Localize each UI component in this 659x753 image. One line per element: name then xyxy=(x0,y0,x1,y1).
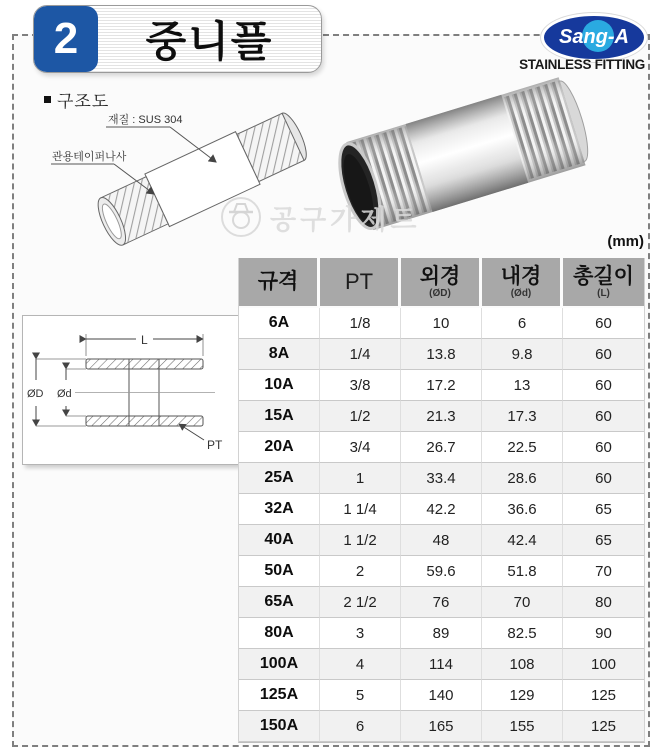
value-cell: 1/8 xyxy=(320,308,401,339)
value-cell: 60 xyxy=(563,401,644,432)
value-cell: 1 1/4 xyxy=(320,494,401,525)
size-cell: 15A xyxy=(239,401,320,432)
material-label: 재질 : SUS 304 xyxy=(108,114,183,126)
size-cell: 25A xyxy=(239,463,320,494)
value-cell: 125 xyxy=(563,711,644,742)
spec-table-header-row xyxy=(239,258,644,308)
column-label: 내경 xyxy=(500,264,542,288)
value-cell: 3 xyxy=(320,618,401,649)
table-row xyxy=(239,463,644,494)
value-cell: 2 xyxy=(320,556,401,587)
column-label: 규격 xyxy=(257,270,299,293)
table-row xyxy=(239,711,644,742)
structure-heading-label: 구조도 xyxy=(57,92,110,111)
column-sublabel: (Ød) xyxy=(510,287,532,299)
spec-table-body xyxy=(239,308,644,742)
table-row xyxy=(239,556,644,587)
value-cell: 1/4 xyxy=(320,339,401,370)
table-row xyxy=(239,308,644,339)
table-row xyxy=(239,401,644,432)
square-bullet-icon xyxy=(44,96,51,103)
size-cell: 100A xyxy=(239,649,320,680)
value-cell: 125 xyxy=(563,680,644,711)
value-cell: 28.6 xyxy=(482,463,563,494)
value-cell: 155 xyxy=(482,711,563,742)
brand-name: Sang-A xyxy=(559,26,629,48)
value-cell: 60 xyxy=(563,308,644,339)
value-cell: 10 xyxy=(401,308,482,339)
value-cell: 108 xyxy=(482,649,563,680)
value-cell: 100 xyxy=(563,649,644,680)
column-header xyxy=(401,258,482,308)
value-cell: 17.2 xyxy=(401,370,482,401)
table-row xyxy=(239,494,644,525)
inner-diameter-label: Ød xyxy=(57,388,72,400)
table-row xyxy=(239,680,644,711)
value-cell: 90 xyxy=(563,618,644,649)
size-cell: 10A xyxy=(239,370,320,401)
value-cell: 165 xyxy=(401,711,482,742)
value-cell: 89 xyxy=(401,618,482,649)
value-cell: 82.5 xyxy=(482,618,563,649)
structure-section-heading xyxy=(44,87,109,112)
table-row xyxy=(239,618,644,649)
value-cell: 114 xyxy=(401,649,482,680)
table-row xyxy=(239,587,644,618)
size-cell: 150A xyxy=(239,711,320,742)
value-cell: 33.4 xyxy=(401,463,482,494)
value-cell: 51.8 xyxy=(482,556,563,587)
outer-diameter-label: ØD xyxy=(27,388,44,400)
value-cell: 6 xyxy=(320,711,401,742)
dimension-diagram-box xyxy=(22,315,239,465)
value-cell: 36.6 xyxy=(482,494,563,525)
brand-subtitle: STAINLESS FITTING xyxy=(519,57,645,72)
table-row xyxy=(239,432,644,463)
watermark xyxy=(220,196,420,238)
value-cell: 60 xyxy=(563,370,644,401)
value-cell: 60 xyxy=(563,463,644,494)
value-cell: 9.8 xyxy=(482,339,563,370)
column-header xyxy=(320,258,401,308)
size-cell: 40A xyxy=(239,525,320,556)
value-cell: 140 xyxy=(401,680,482,711)
value-cell: 3/4 xyxy=(320,432,401,463)
value-cell: 1 1/2 xyxy=(320,525,401,556)
value-cell: 21.3 xyxy=(401,401,482,432)
size-cell: 8A xyxy=(239,339,320,370)
watermark-text: 공구가제트 xyxy=(270,204,421,235)
value-cell: 42.4 xyxy=(482,525,563,556)
table-row xyxy=(239,339,644,370)
title-bar xyxy=(33,5,322,73)
value-cell: 22.5 xyxy=(482,432,563,463)
size-cell: 32A xyxy=(239,494,320,525)
spec-table-section xyxy=(238,258,645,743)
spec-table xyxy=(239,258,644,742)
column-label: 외경 xyxy=(419,264,461,288)
value-cell: 70 xyxy=(482,587,563,618)
length-dim-label: L xyxy=(141,333,148,347)
value-cell: 65 xyxy=(563,494,644,525)
column-label: PT xyxy=(344,269,374,294)
unit-label: (mm) xyxy=(607,233,644,250)
value-cell: 42.2 xyxy=(401,494,482,525)
value-cell: 17.3 xyxy=(482,401,563,432)
column-sublabel: (L) xyxy=(597,287,610,299)
value-cell: 6 xyxy=(482,308,563,339)
size-cell: 65A xyxy=(239,587,320,618)
value-cell: 65 xyxy=(563,525,644,556)
value-cell: 59.6 xyxy=(401,556,482,587)
value-cell: 26.7 xyxy=(401,432,482,463)
value-cell: 3/8 xyxy=(320,370,401,401)
value-cell: 5 xyxy=(320,680,401,711)
column-header xyxy=(563,258,644,308)
value-cell: 4 xyxy=(320,649,401,680)
value-cell: 1 xyxy=(320,463,401,494)
value-cell: 2 1/2 xyxy=(320,587,401,618)
table-row xyxy=(239,649,644,680)
value-cell: 13 xyxy=(482,370,563,401)
value-cell: 48 xyxy=(401,525,482,556)
table-row xyxy=(239,370,644,401)
page-title: 중니플 xyxy=(145,18,274,65)
size-cell: 6A xyxy=(239,308,320,339)
column-header xyxy=(239,258,320,308)
thread-type-label: 관용테이퍼나사 xyxy=(52,151,127,163)
column-header xyxy=(482,258,563,308)
value-cell: 60 xyxy=(563,339,644,370)
value-cell: 129 xyxy=(482,680,563,711)
size-cell: 20A xyxy=(239,432,320,463)
size-cell: 50A xyxy=(239,556,320,587)
table-row xyxy=(239,525,644,556)
dimension-drawing xyxy=(23,316,236,462)
watermark-face-icon xyxy=(220,196,262,238)
size-cell: 80A xyxy=(239,618,320,649)
value-cell: 80 xyxy=(563,587,644,618)
column-label: 총길이 xyxy=(573,264,634,288)
value-cell: 70 xyxy=(563,556,644,587)
value-cell: 13.8 xyxy=(401,339,482,370)
size-cell: 125A xyxy=(239,680,320,711)
brand-logo xyxy=(541,13,647,62)
column-sublabel: (ØD) xyxy=(429,287,451,299)
value-cell: 60 xyxy=(563,432,644,463)
value-cell: 1/2 xyxy=(320,401,401,432)
section-number: 2 xyxy=(34,6,98,72)
value-cell: 76 xyxy=(401,587,482,618)
pt-thread-label: PT xyxy=(207,438,223,452)
